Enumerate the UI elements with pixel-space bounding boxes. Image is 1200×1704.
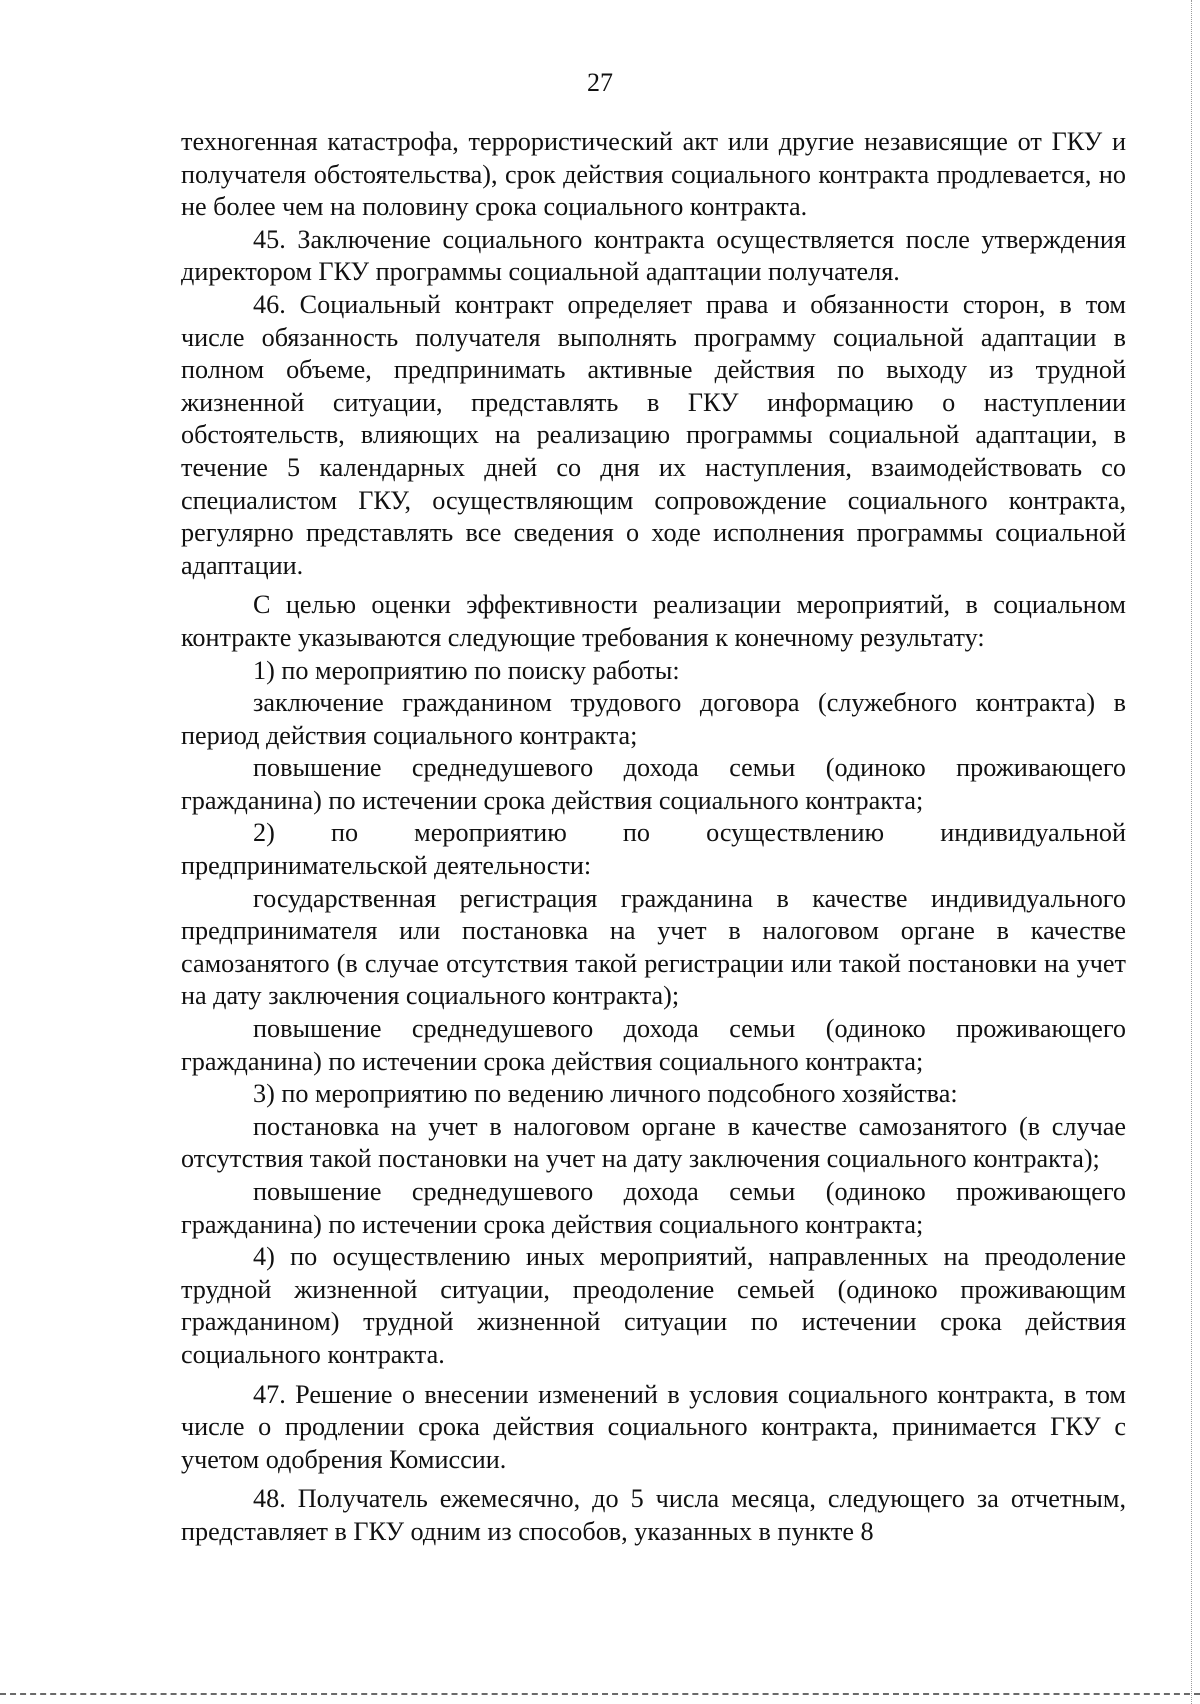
scan-edge-right — [1191, 0, 1192, 1704]
list-item-household-farming: 3) по мероприятию по ведению личного подсобного хозяйства: — [253, 1079, 958, 1109]
paragraph-46: 46. Социальный контракт определяет права и обязанности сторон, в том числе обязанность получателя выполнять программу социальной адаптации в полном объеме, предпринимать активные действия по выходу из трудной жизненной ситуации, представлять в ГКУ информацию о наступлении обстоятельств, влияющих на реализацию программы социальной адаптации, в течение 5 календарных дней со дня их наступления, взаимодействовать со специалистом ГКУ, осуществляющим сопровождение социального контракта, регулярно представлять все сведения о ходе исполнения программы социальной адаптации. — [181, 289, 1126, 580]
sub-item-income-increase: повышение среднедушевого дохода семьи (одиноко проживающего гражданина) по истечении срока действия социального контракта; — [181, 1177, 1126, 1239]
scan-edge-bottom — [0, 1693, 1200, 1695]
sub-item-tax-registration: постановка на учет в налоговом органе в качестве самозанятого (в случае отсутствия такой постановки на учет на дату заключения социального контракта); — [181, 1111, 1126, 1174]
page-number: 27 — [587, 68, 613, 97]
sub-item-income-increase: повышение среднедушевого дохода семьи (одиноко проживающего гражданина) по истечении срока действия социального контракта; — [181, 1014, 1126, 1076]
paragraph-48: 48. Получатель ежемесячно, до 5 числа месяца, следующего за отчетным, представляет в ГКУ одним из способов, указанных в пункте 8 — [181, 1484, 1126, 1546]
list-item-other-measures: 4) по осуществлению иных мероприятий, направленных на преодоление трудной жизненной ситуации, преодоление семьей (одиноко проживающим гражданином) трудной жизненной ситуации по истечении срока действия социального контракта. — [181, 1242, 1126, 1369]
paragraph-continuation: техногенная катастрофа, террористический акт или другие независящие от ГКУ и получателя обстоятельства), срок действия социального контракта продлевается, но не более чем на половину срока социального контракта. — [181, 127, 1126, 222]
paragraph-47: 47. Решение о внесении изменений в условия социального контракта, в том числе о продлении срока действия социального контракта, принимается ГКУ с учетом одобрения Комиссии. — [181, 1379, 1126, 1474]
list-item-entrepreneurship: 2) по мероприятию по осуществлению индивидуальной предпринимательской деятельности: — [181, 818, 1126, 881]
paragraph-requirements-intro: С целью оценки эффективности реализации мероприятий, в социальном контракте указываются следующие требования к конечному результату: — [181, 590, 1126, 652]
sub-item-employment-contract: заключение гражданином трудового договора (служебного контракта) в период действия социального контракта; — [181, 688, 1126, 750]
paragraph-45: 45. Заключение социального контракта осуществляется после утверждения директором ГКУ программы социальной адаптации получателя. — [181, 224, 1126, 287]
sub-item-state-registration: государственная регистрация гражданина в качестве индивидуального предпринимателя или постановка на учет в налоговом органе в качестве самозанятого (в случае отсутствия такой регистрации или такой постановки на учет на дату заключения социального контракта); — [181, 883, 1126, 1011]
sub-item-income-increase: повышение среднедушевого дохода семьи (одиноко проживающего гражданина) по истечении срока действия социального контракта; — [181, 753, 1126, 815]
document-body — [181, 126, 1126, 1549]
list-item-job-search: 1) по мероприятию по поиску работы: — [253, 655, 680, 685]
